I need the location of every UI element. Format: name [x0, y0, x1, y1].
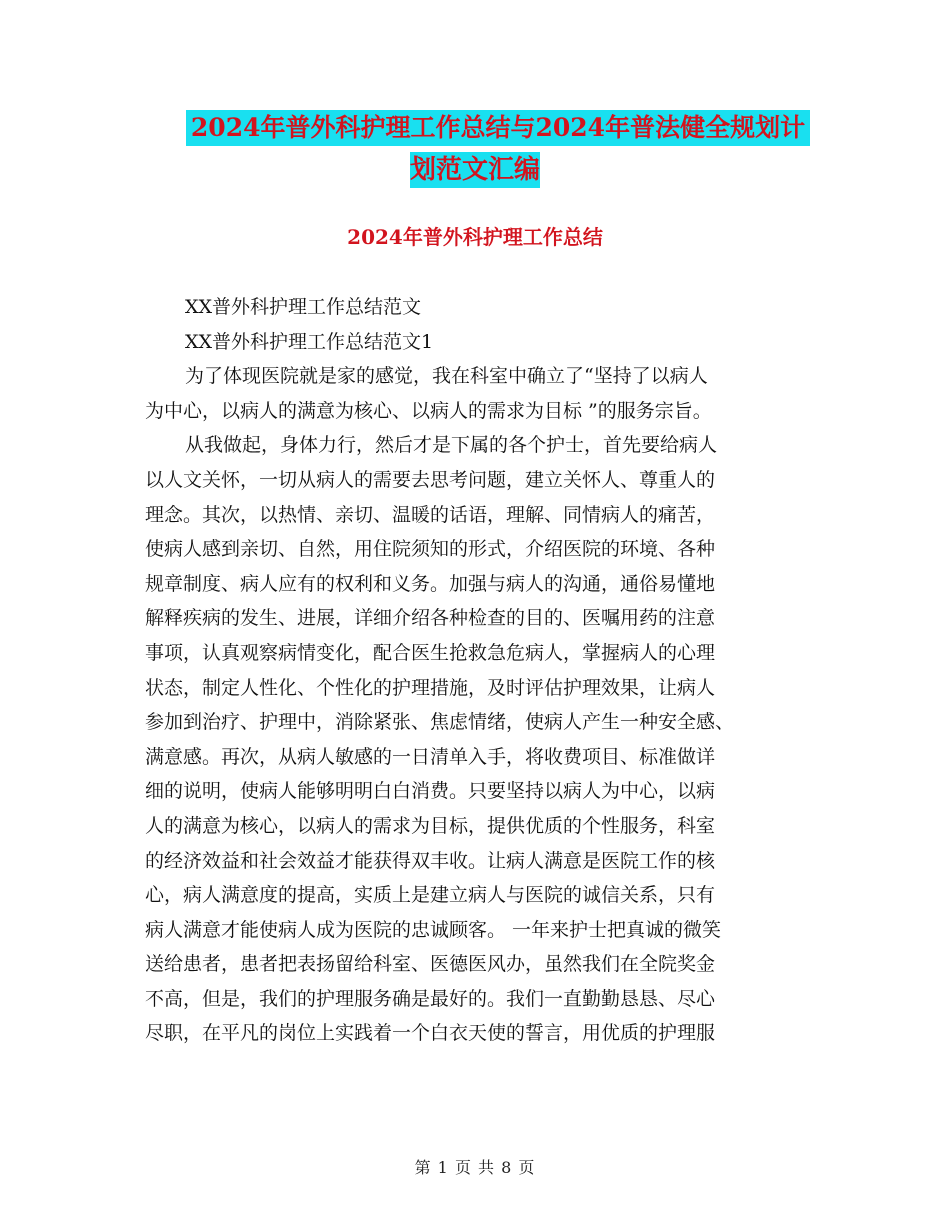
- section-title: 2024年普外科护理工作总结: [347, 225, 603, 249]
- body-line: 解释疾病的发生、进展，详细介绍各种检查的目的、医嘱用药的注意: [145, 607, 716, 630]
- body-line: 为了体现医院就是家的感觉，我在科室中确立了“坚持了以病人: [185, 365, 708, 388]
- body-line: XX普外科护理工作总结范文: [185, 296, 422, 318]
- document-title-line-2: [0, 152, 950, 188]
- body-line: 心，病人满意度的提高，实质上是建立病人与医院的诚信关系，只有: [145, 884, 716, 907]
- body-line: 人的满意为核心，以病人的需求为目标，提供优质的个性服务，科室: [145, 814, 716, 837]
- body-line: 病人满意才能使病人成为医院的忠诚顾客。 一年来护士把真诚的微笑: [145, 918, 722, 941]
- page-footer: 第 1 页 共 8 页: [414, 1158, 536, 1177]
- document-title-text-1: 2024年普外科护理工作总结与2024年普法健全规划计: [186, 110, 810, 146]
- body-line: 使病人感到亲切、自然，用住院须知的形式，介绍医院的环境、各种: [145, 538, 716, 561]
- body-line: 从我做起，身体力行，然后才是下属的各个护士，首先要给病人: [185, 434, 718, 457]
- body-line: 事项，认真观察病情变化，配合医生抢救急危病人，掌握病人的心理: [145, 641, 716, 664]
- body-line: 为中心，以病人的满意为核心、以病人的需求为目标 ”的服务宗旨。: [145, 399, 712, 422]
- body-line: 以人文关怀，一切从病人的需要去思考问题，建立关怀人、尊重人的: [145, 468, 716, 491]
- body-line: 满意感。再次，从病人敏感的一日清单入手，将收费项目、标准做详: [145, 745, 716, 768]
- body-line: 规章制度、病人应有的权利和义务。加强与病人的沟通，通俗易懂地: [145, 572, 716, 595]
- body-line: 不高，但是，我们的护理服务确是最好的。我们一直勤勤恳恳、尽心: [145, 987, 716, 1010]
- body-line: 参加到治疗、护理中，消除紧张、焦虑情绪，使病人产生一种安全感、: [145, 711, 735, 734]
- body-line: XX普外科护理工作总结范文1: [185, 330, 434, 353]
- document-title-text-2: 划范文汇编: [410, 152, 540, 188]
- body-line: 送给患者，患者把表扬留给科室、医德医风办，虽然我们在全院奖金: [145, 953, 716, 976]
- body-line: 理念。其次，以热情、亲切、温暖的话语，理解、同情病人的痛苦，: [145, 503, 716, 526]
- document-body: [145, 290, 805, 1051]
- body-line: 的经济效益和社会效益才能获得双丰收。让病人满意是医院工作的核: [145, 849, 716, 872]
- body-line: 尽职，在平凡的岗位上实践着一个白衣天使的誓言，用优质的护理服: [145, 1022, 716, 1045]
- body-line: 状态，制定人性化、个性化的护理措施，及时评估护理效果，让病人: [145, 676, 716, 699]
- document-title-line-1: [186, 110, 810, 146]
- body-line: 细的说明，使病人能够明明白白消费。只要坚持以病人为中心，以病: [145, 780, 716, 803]
